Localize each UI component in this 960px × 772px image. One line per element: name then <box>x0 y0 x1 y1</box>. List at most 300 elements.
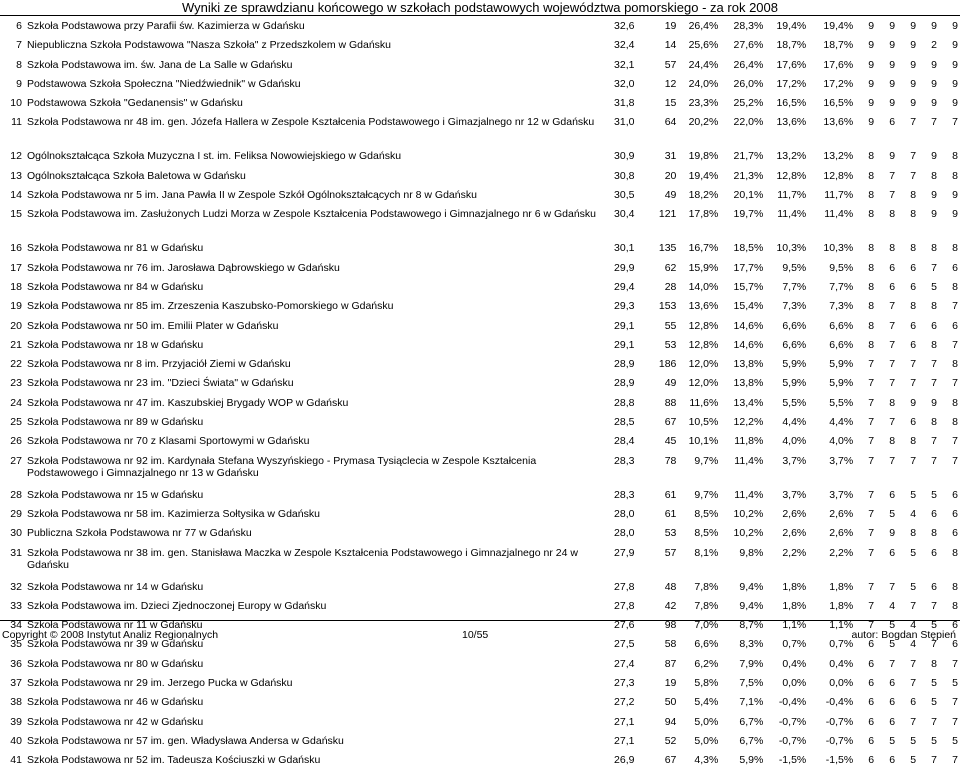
value-cell-1: 17,8% <box>688 208 719 221</box>
rank-cell: 37 <box>10 677 22 690</box>
grade-cell-5: 9 <box>952 58 958 71</box>
value-cell-2: 10,2% <box>733 507 764 520</box>
value-cell-3: 2,2% <box>782 546 807 559</box>
grade-cell-4: 7 <box>931 358 937 371</box>
value-cell-4: 19,4% <box>823 20 854 32</box>
students-cell: 49 <box>664 189 677 202</box>
students-cell: 19 <box>664 677 677 690</box>
grade-cell-5: 5 <box>952 677 958 690</box>
rank-cell: 36 <box>10 657 22 670</box>
rank-cell: 39 <box>10 715 22 728</box>
score-cell: 29,1 <box>614 319 635 332</box>
grade-cell-4: 5 <box>931 280 937 293</box>
table-row <box>0 487 958 506</box>
value-cell-1: 12,8% <box>688 338 719 351</box>
grade-cell-4: 8 <box>931 657 937 670</box>
score-cell: 32,1 <box>614 58 635 71</box>
grade-cell-3: 6 <box>910 416 917 429</box>
table-row <box>0 337 958 356</box>
grade-cell-1: 6 <box>868 754 875 767</box>
value-cell-3: 2,6% <box>782 527 807 540</box>
table-row <box>0 18 958 37</box>
table-row <box>0 395 958 414</box>
grade-cell-4: 7 <box>931 599 937 612</box>
score-cell: 28,4 <box>614 435 635 448</box>
grade-cell-5: 8 <box>952 169 958 182</box>
grade-cell-4: 7 <box>931 377 937 390</box>
rank-cell: 17 <box>10 261 22 274</box>
value-cell-4: -0,4% <box>825 696 854 709</box>
table-row <box>0 414 958 433</box>
table-row <box>0 279 958 298</box>
value-cell-3: 18,7% <box>776 39 807 52</box>
score-cell: 30,8 <box>614 169 635 182</box>
value-cell-2: 15,4% <box>733 300 764 313</box>
rank-cell: 15 <box>10 208 22 221</box>
students-cell: 67 <box>664 416 677 429</box>
grade-cell-5: 8 <box>952 358 958 371</box>
rank-cell: 33 <box>10 599 22 612</box>
author-text: autor: Bogdan Stępień <box>851 629 956 641</box>
value-cell-2: 26,4% <box>733 58 764 71</box>
grade-cell-4: 7 <box>931 435 937 448</box>
results-table <box>0 18 958 772</box>
grade-cell-2: 5 <box>889 507 896 520</box>
score-cell: 28,0 <box>614 527 635 540</box>
grade-cell-2: 7 <box>889 319 896 332</box>
value-cell-4: 0,0% <box>829 677 854 690</box>
grade-cell-3: 7 <box>910 116 917 129</box>
grade-cell-3: 6 <box>910 319 917 332</box>
rank-cell: 34 <box>10 619 22 632</box>
students-cell: 94 <box>664 715 677 728</box>
grade-cell-3: 5 <box>910 580 917 593</box>
grade-cell-5: 5 <box>952 734 958 747</box>
value-cell-1: 10,5% <box>688 416 719 429</box>
grade-cell-3: 8 <box>910 242 917 255</box>
table-row <box>0 675 958 694</box>
score-cell: 32,4 <box>614 39 635 52</box>
value-cell-1: 13,6% <box>688 300 719 313</box>
value-cell-2: 5,9% <box>739 754 764 767</box>
value-cell-3: 0,7% <box>782 638 807 651</box>
score-cell: 28,9 <box>614 377 635 390</box>
school-name-cell: Szkoła Podstawowa nr 81 w Gdańsku <box>26 242 204 255</box>
value-cell-2: 14,6% <box>733 338 764 351</box>
school-name-cell: Szkoła Podstawowa nr 23 im. "Dzieci Świata" w Gdańsku <box>26 377 294 390</box>
grade-cell-1: 6 <box>868 638 875 651</box>
value-cell-4: 16,5% <box>823 97 854 110</box>
grade-cell-1: 9 <box>868 97 875 110</box>
grade-cell-3: 4 <box>910 619 917 632</box>
table-row <box>0 433 958 452</box>
grade-cell-5: 6 <box>952 638 958 651</box>
value-cell-3: 17,2% <box>776 77 807 90</box>
students-cell: 57 <box>664 546 677 559</box>
value-cell-4: 5,9% <box>829 377 854 390</box>
grade-cell-4: 6 <box>931 580 937 593</box>
value-cell-3: 0,4% <box>782 657 807 670</box>
page-number: 10/55 <box>462 629 489 641</box>
students-cell: 53 <box>664 527 677 540</box>
grade-cell-3: 7 <box>910 358 917 371</box>
value-cell-2: 21,7% <box>733 150 764 163</box>
value-cell-1: 5,4% <box>694 696 719 709</box>
value-cell-1: 7,8% <box>694 599 719 612</box>
grade-cell-3: 9 <box>910 20 917 32</box>
value-cell-2: 7,1% <box>739 696 764 709</box>
rank-cell: 14 <box>10 189 22 202</box>
grade-cell-4: 7 <box>931 638 937 651</box>
value-cell-2: 6,7% <box>739 734 764 747</box>
grade-cell-1: 6 <box>868 734 875 747</box>
value-cell-3: 11,7% <box>777 189 807 202</box>
value-cell-3: 6,6% <box>782 338 807 351</box>
grade-cell-1: 7 <box>868 435 875 448</box>
grade-cell-4: 6 <box>931 507 937 520</box>
students-cell: 67 <box>664 754 677 767</box>
grade-cell-3: 5 <box>910 734 917 747</box>
students-cell: 28 <box>664 280 677 293</box>
grade-cell-4: 5 <box>931 696 937 709</box>
score-cell: 30,9 <box>614 150 635 163</box>
table-row <box>0 114 958 148</box>
score-cell: 27,2 <box>614 696 635 709</box>
grade-cell-4: 8 <box>931 169 937 182</box>
grade-cell-1: 8 <box>868 280 875 293</box>
grade-cell-2: 9 <box>889 97 896 110</box>
value-cell-3: -0,7% <box>778 715 807 728</box>
rank-cell: 20 <box>10 319 22 332</box>
grade-cell-4: 7 <box>931 261 937 274</box>
value-cell-1: 14,0% <box>688 280 719 293</box>
grade-cell-2: 6 <box>889 754 896 767</box>
grade-cell-4: 7 <box>931 715 937 728</box>
table-row <box>0 598 958 617</box>
value-cell-3: 7,7% <box>782 280 807 293</box>
grade-cell-2: 8 <box>889 396 896 409</box>
value-cell-2: 11,8% <box>734 435 764 448</box>
value-cell-1: 15,9% <box>688 261 719 274</box>
grade-cell-1: 8 <box>868 208 875 221</box>
score-cell: 28,9 <box>614 358 635 371</box>
grade-cell-3: 8 <box>910 208 917 221</box>
students-cell: 20 <box>664 169 677 182</box>
value-cell-3: 13,2% <box>776 150 807 163</box>
value-cell-3: 10,3% <box>776 242 807 255</box>
rank-cell: 12 <box>10 150 22 163</box>
value-cell-1: 25,6% <box>688 39 719 52</box>
grade-cell-3: 7 <box>910 454 917 467</box>
rank-cell: 6 <box>16 20 22 32</box>
grade-cell-1: 7 <box>868 527 875 540</box>
grade-cell-1: 9 <box>868 116 875 129</box>
grade-cell-1: 7 <box>868 416 875 429</box>
grade-cell-1: 7 <box>868 488 875 501</box>
school-name-cell: Szkoła Podstawowa nr 39 w Gdańsku <box>26 638 204 651</box>
grade-cell-1: 8 <box>868 261 875 274</box>
grade-cell-4: 6 <box>931 546 937 559</box>
value-cell-1: 5,0% <box>694 715 719 728</box>
value-cell-1: 8,1% <box>694 546 719 559</box>
table-row <box>0 506 958 525</box>
grade-cell-5: 7 <box>952 377 958 390</box>
grade-cell-1: 7 <box>868 619 875 632</box>
grade-cell-3: 7 <box>910 169 917 182</box>
rank-cell: 16 <box>10 242 22 255</box>
value-cell-1: 12,8% <box>688 319 719 332</box>
school-name-cell: Ogólnokształcąca Szkoła Muzyczna I st. im. Feliksa Nowowiejskiego w Gdańsku <box>26 150 402 163</box>
students-cell: 186 <box>658 358 677 371</box>
value-cell-1: 11,6% <box>689 396 719 409</box>
grade-cell-5: 7 <box>952 754 958 767</box>
grade-cell-3: 7 <box>910 377 917 390</box>
rank-cell: 26 <box>10 435 22 448</box>
value-cell-3: 5,9% <box>782 358 807 371</box>
grade-cell-3: 4 <box>910 638 917 651</box>
table-row <box>0 76 958 95</box>
value-cell-2: 14,6% <box>733 319 764 332</box>
rank-cell: 25 <box>10 416 22 429</box>
value-cell-4: 13,2% <box>823 150 854 163</box>
students-cell: 42 <box>664 599 677 612</box>
students-cell: 78 <box>664 454 677 467</box>
grade-cell-4: 7 <box>931 454 937 467</box>
value-cell-3: 1,8% <box>782 580 807 593</box>
grade-cell-3: 6 <box>910 261 917 274</box>
school-name-cell: Podstawowa Szkoła "Gedanensis" w Gdańsku <box>26 97 243 110</box>
score-cell: 28,3 <box>614 454 635 467</box>
value-cell-3: 2,6% <box>782 507 807 520</box>
rank-cell: 35 <box>10 638 22 651</box>
grade-cell-4: 9 <box>931 208 937 221</box>
value-cell-1: 18,2% <box>688 189 719 202</box>
grade-cell-1: 9 <box>868 20 875 32</box>
value-cell-4: 2,6% <box>829 507 854 520</box>
grade-cell-2: 9 <box>889 77 896 90</box>
school-name-cell: Szkoła Podstawowa nr 42 w Gdańsku <box>26 715 204 728</box>
grade-cell-4: 8 <box>931 242 937 255</box>
grade-cell-2: 7 <box>889 657 896 670</box>
score-cell: 28,5 <box>614 416 635 429</box>
value-cell-1: 8,5% <box>694 527 719 540</box>
rank-cell: 30 <box>10 527 22 540</box>
grade-cell-5: 8 <box>952 599 958 612</box>
score-cell: 29,3 <box>614 300 635 313</box>
table-row <box>0 356 958 375</box>
value-cell-2: 17,7% <box>733 261 764 274</box>
grade-cell-5: 7 <box>952 338 958 351</box>
grade-cell-5: 9 <box>952 208 958 221</box>
value-cell-4: 17,2% <box>823 77 854 90</box>
table-row <box>0 714 958 733</box>
grade-cell-2: 7 <box>889 189 896 202</box>
score-cell: 27,9 <box>614 546 635 559</box>
grade-cell-5: 7 <box>952 454 958 467</box>
students-cell: 14 <box>664 39 677 52</box>
score-cell: 28,0 <box>614 507 635 520</box>
grade-cell-4: 9 <box>931 150 937 163</box>
grade-cell-1: 7 <box>868 546 875 559</box>
value-cell-4: 1,8% <box>829 599 854 612</box>
school-name-cell: Szkoła Podstawowa nr 50 im. Emilii Plater w Gdańsku <box>26 319 279 332</box>
students-cell: 87 <box>664 657 677 670</box>
score-cell: 27,4 <box>614 657 635 670</box>
school-name-cell: Podstawowa Szkoła Społeczna "Niedźwiednik" w Gdańsku <box>26 77 301 90</box>
grade-cell-3: 6 <box>910 338 917 351</box>
value-cell-2: 9,8% <box>739 546 764 559</box>
value-cell-4: 13,6% <box>823 116 854 129</box>
grade-cell-5: 8 <box>952 396 958 409</box>
value-cell-2: 25,2% <box>733 97 764 110</box>
school-name-cell: Szkoła Podstawowa nr 14 w Gdańsku <box>26 580 204 593</box>
value-cell-2: 10,2% <box>733 527 764 540</box>
students-cell: 52 <box>664 734 677 747</box>
value-cell-3: -1,5% <box>778 754 807 767</box>
grade-cell-1: 6 <box>868 696 875 709</box>
value-cell-3: 19,4% <box>776 20 807 32</box>
grade-cell-1: 9 <box>868 77 875 90</box>
grade-cell-2: 7 <box>889 338 896 351</box>
table-row <box>0 57 958 76</box>
value-cell-4: -0,7% <box>825 715 854 728</box>
grade-cell-2: 5 <box>889 638 896 651</box>
value-cell-4: 18,7% <box>823 39 854 52</box>
grade-cell-2: 9 <box>889 527 896 540</box>
value-cell-3: 11,4% <box>777 208 807 221</box>
students-cell: 98 <box>664 619 677 632</box>
school-name-cell: Ogólnokształcąca Szkoła Baletowa w Gdańsku <box>26 169 246 182</box>
value-cell-3: 16,5% <box>776 97 807 110</box>
value-cell-4: 12,8% <box>823 169 854 182</box>
school-name-cell: Szkoła Podstawowa nr 48 im. gen. Józefa Hallera w Zespole Kształcenia Podstawowego i Gimazjalnego nr 12 w Gdańsku <box>26 116 595 129</box>
grade-cell-3: 7 <box>910 599 917 612</box>
grade-cell-5: 9 <box>952 39 958 52</box>
grade-cell-1: 7 <box>868 358 875 371</box>
grade-cell-2: 6 <box>889 546 896 559</box>
rank-cell: 28 <box>10 488 22 501</box>
table-row <box>0 545 958 579</box>
value-cell-1: 6,6% <box>694 638 719 651</box>
value-cell-2: 11,4% <box>734 454 764 467</box>
grade-cell-3: 7 <box>910 657 917 670</box>
rank-cell: 8 <box>16 58 22 71</box>
grade-cell-3: 6 <box>910 280 917 293</box>
value-cell-1: 9,7% <box>694 454 719 467</box>
value-cell-3: 3,7% <box>782 488 807 501</box>
value-cell-3: 0,0% <box>782 677 807 690</box>
value-cell-4: 1,8% <box>829 580 854 593</box>
grade-cell-4: 8 <box>931 338 937 351</box>
score-cell: 32,0 <box>614 77 635 90</box>
value-cell-1: 10,1% <box>688 435 719 448</box>
value-cell-2: 26,0% <box>733 77 764 90</box>
students-cell: 53 <box>664 338 677 351</box>
grade-cell-5: 6 <box>952 619 958 632</box>
value-cell-4: -1,5% <box>825 754 854 767</box>
value-cell-1: 6,2% <box>694 657 719 670</box>
value-cell-4: 11,7% <box>824 189 854 202</box>
value-cell-1: 7,0% <box>694 619 719 632</box>
rank-cell: 11 <box>11 116 22 129</box>
grade-cell-4: 8 <box>931 416 937 429</box>
grade-cell-3: 6 <box>910 696 917 709</box>
grade-cell-4: 5 <box>931 677 937 690</box>
grade-cell-2: 6 <box>889 280 896 293</box>
grade-cell-4: 8 <box>931 300 937 313</box>
value-cell-1: 16,7% <box>688 242 719 255</box>
grade-cell-5: 6 <box>952 507 958 520</box>
value-cell-1: 19,8% <box>688 150 719 163</box>
grade-cell-2: 9 <box>889 150 896 163</box>
score-cell: 27,3 <box>614 677 635 690</box>
grade-cell-4: 9 <box>931 77 937 90</box>
grade-cell-4: 5 <box>931 488 937 501</box>
copyright-text: Copyright © 2008 Instytut Analiz Regionalnych <box>2 629 219 641</box>
grade-cell-2: 6 <box>889 677 896 690</box>
rank-cell: 24 <box>10 396 22 409</box>
score-cell: 27,8 <box>614 599 635 612</box>
grade-cell-1: 8 <box>868 242 875 255</box>
value-cell-2: 8,3% <box>739 638 764 651</box>
grade-cell-4: 9 <box>931 20 937 32</box>
value-cell-3: 13,6% <box>776 116 807 129</box>
value-cell-3: 4,0% <box>782 435 807 448</box>
value-cell-4: 7,7% <box>829 280 854 293</box>
grade-cell-1: 8 <box>868 169 875 182</box>
grade-cell-5: 8 <box>952 546 958 559</box>
score-cell: 29,9 <box>614 261 635 274</box>
value-cell-4: 7,3% <box>829 300 854 313</box>
rank-cell: 32 <box>10 580 22 593</box>
grade-cell-2: 7 <box>889 377 896 390</box>
school-name-cell: Szkoła Podstawowa nr 11 w Gdańsku <box>26 619 203 632</box>
grade-cell-5: 6 <box>952 527 958 540</box>
grade-cell-2: 6 <box>889 696 896 709</box>
school-name-cell: Szkoła Podstawowa nr 80 w Gdańsku <box>26 657 204 670</box>
school-name-cell: Szkoła Podstawowa nr 89 w Gdańsku <box>26 416 204 429</box>
grade-cell-3: 9 <box>910 396 917 409</box>
grade-cell-1: 7 <box>868 507 875 520</box>
grade-cell-2: 8 <box>889 435 896 448</box>
value-cell-3: 1,1% <box>782 619 807 632</box>
table-row <box>0 168 958 187</box>
value-cell-3: -0,4% <box>778 696 807 709</box>
table-row <box>0 656 958 675</box>
table-row <box>0 95 958 114</box>
rank-cell: 13 <box>10 169 22 182</box>
school-name-cell: Szkoła Podstawowa nr 52 im. Tadeusza Kościuszki w Gdańsku <box>26 754 321 767</box>
rank-cell: 27 <box>10 454 22 467</box>
grade-cell-5: 7 <box>952 435 958 448</box>
grade-cell-1: 9 <box>868 58 875 71</box>
table-row <box>0 525 958 544</box>
grade-cell-1: 7 <box>868 396 875 409</box>
rank-cell: 21 <box>10 338 22 351</box>
school-name-cell: Szkoła Podstawowa nr 15 w Gdańsku <box>26 488 204 501</box>
school-name-cell: Niepubliczna Szkoła Podstawowa "Nasza Szkoła" z Przedszkolem w Gdańsku <box>26 39 392 52</box>
grade-cell-2: 7 <box>889 416 896 429</box>
grade-cell-1: 7 <box>868 580 875 593</box>
grade-cell-4: 5 <box>931 734 937 747</box>
value-cell-3: 1,8% <box>782 599 807 612</box>
value-cell-4: 0,7% <box>829 638 854 651</box>
value-cell-1: 5,8% <box>694 677 719 690</box>
students-cell: 12 <box>664 77 677 90</box>
value-cell-4: 2,6% <box>829 527 854 540</box>
school-name-cell: Szkoła Podstawowa nr 47 im. Kaszubskiej Brygady WOP w Gdańsku <box>26 396 349 409</box>
grade-cell-3: 8 <box>910 527 917 540</box>
